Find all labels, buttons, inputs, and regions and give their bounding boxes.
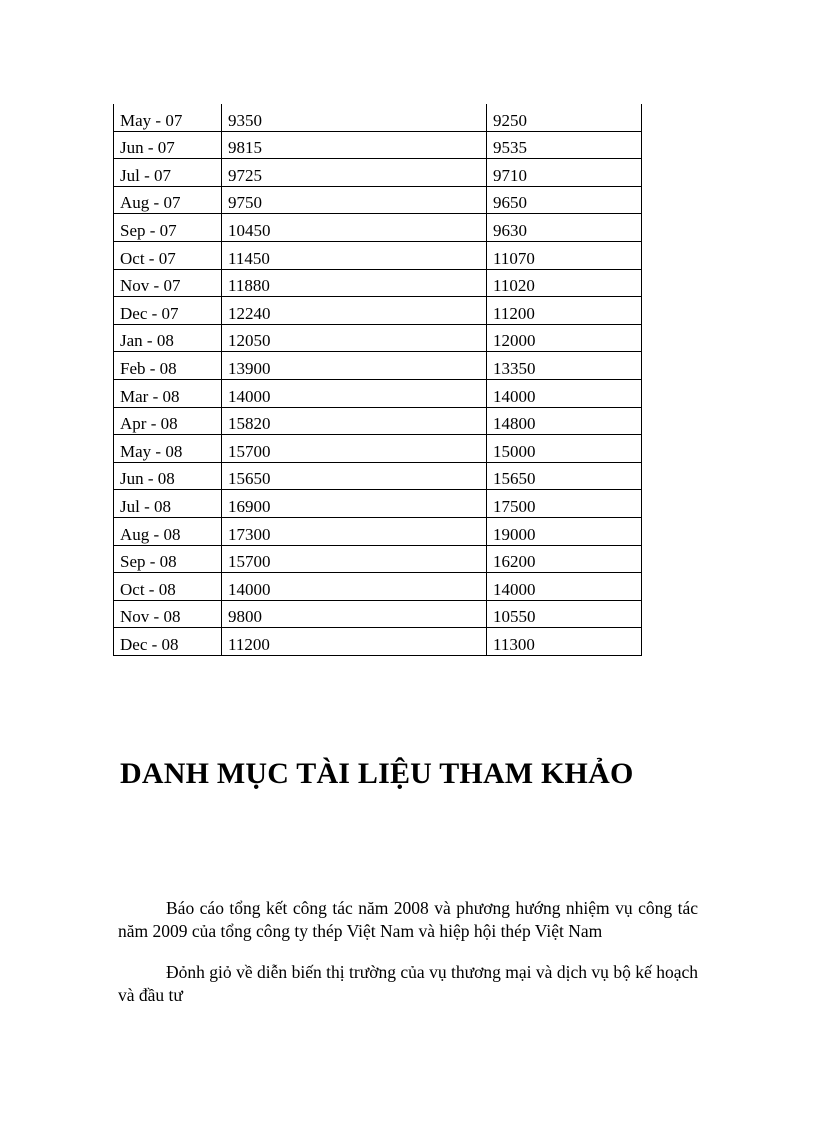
month-cell: Feb - 08	[114, 352, 222, 380]
value-cell-2: 11020	[487, 269, 642, 297]
table-row	[114, 628, 642, 656]
value-cell-2: 11200	[487, 297, 642, 325]
month-cell: Jul - 07	[114, 159, 222, 187]
month-cell: Jun - 07	[114, 131, 222, 159]
value-cell-1: 9750	[222, 186, 487, 214]
value-cell-2: 10550	[487, 600, 642, 628]
value-cell-1: 11450	[222, 241, 487, 269]
price-table-body	[114, 104, 642, 655]
table-row	[114, 324, 642, 352]
value-cell-1: 15700	[222, 435, 487, 463]
value-cell-1: 15650	[222, 462, 487, 490]
month-cell: Oct - 07	[114, 241, 222, 269]
value-cell-1: 16900	[222, 490, 487, 518]
month-cell: Aug - 07	[114, 186, 222, 214]
month-cell: Dec - 07	[114, 297, 222, 325]
table-row	[114, 297, 642, 325]
value-cell-1: 9725	[222, 159, 487, 187]
value-cell-2: 9630	[487, 214, 642, 242]
table-row	[114, 379, 642, 407]
month-cell: Oct - 08	[114, 573, 222, 601]
value-cell-1: 11200	[222, 628, 487, 656]
value-cell-2: 11300	[487, 628, 642, 656]
value-cell-2: 15000	[487, 435, 642, 463]
value-cell-2: 9650	[487, 186, 642, 214]
price-table	[113, 104, 642, 656]
value-cell-2: 15650	[487, 462, 642, 490]
value-cell-2: 9535	[487, 131, 642, 159]
references-heading: DANH MỤC TÀI LIỆU THAM KHẢO	[120, 757, 634, 790]
table-row	[114, 241, 642, 269]
table-row	[114, 269, 642, 297]
month-cell: Jan - 08	[114, 324, 222, 352]
table-row	[114, 573, 642, 601]
value-cell-1: 17300	[222, 517, 487, 545]
month-cell: Sep - 08	[114, 545, 222, 573]
value-cell-2: 12000	[487, 324, 642, 352]
month-cell: Dec - 08	[114, 628, 222, 656]
reference-item: Đỏnh giỏ về diễn biến thị trường của vụ thương mại và dịch vụ bộ kế hoạch và đầu tư	[118, 962, 698, 1005]
month-cell: Nov - 08	[114, 600, 222, 628]
value-cell-2: 11070	[487, 241, 642, 269]
value-cell-1: 9815	[222, 131, 487, 159]
value-cell-2: 14800	[487, 407, 642, 435]
value-cell-2: 9250	[487, 104, 642, 131]
table-row	[114, 435, 642, 463]
value-cell-2: 14000	[487, 573, 642, 601]
month-cell: Jun - 08	[114, 462, 222, 490]
value-cell-1: 14000	[222, 379, 487, 407]
value-cell-2: 14000	[487, 379, 642, 407]
month-cell: Sep - 07	[114, 214, 222, 242]
month-cell: May - 07	[114, 104, 222, 131]
value-cell-1: 13900	[222, 352, 487, 380]
table-row	[114, 545, 642, 573]
month-cell: Aug - 08	[114, 517, 222, 545]
month-cell: May - 08	[114, 435, 222, 463]
value-cell-1: 14000	[222, 573, 487, 601]
table-row	[114, 352, 642, 380]
table-row	[114, 517, 642, 545]
table-row	[114, 186, 642, 214]
table-row	[114, 600, 642, 628]
value-cell-2: 19000	[487, 517, 642, 545]
month-cell: Nov - 07	[114, 269, 222, 297]
table-row	[114, 462, 642, 490]
table-row	[114, 407, 642, 435]
value-cell-2: 17500	[487, 490, 642, 518]
value-cell-1: 12050	[222, 324, 487, 352]
value-cell-1: 10450	[222, 214, 487, 242]
value-cell-1: 9350	[222, 104, 487, 131]
reference-item: Báo cáo tổng kết công tác năm 2008 và phương hướng nhiệm vụ công tác năm 2009 của tổng công ty thép Việt Nam và hiệp hội thép Việt Nam	[118, 898, 698, 941]
value-cell-2: 16200	[487, 545, 642, 573]
month-cell: Jul - 08	[114, 490, 222, 518]
value-cell-1: 15700	[222, 545, 487, 573]
table-row	[114, 104, 642, 131]
value-cell-1: 15820	[222, 407, 487, 435]
value-cell-2: 9710	[487, 159, 642, 187]
month-cell: Mar - 08	[114, 379, 222, 407]
value-cell-1: 9800	[222, 600, 487, 628]
value-cell-1: 11880	[222, 269, 487, 297]
table-row	[114, 159, 642, 187]
value-cell-2: 13350	[487, 352, 642, 380]
table-row	[114, 490, 642, 518]
table-row	[114, 214, 642, 242]
value-cell-1: 12240	[222, 297, 487, 325]
table-row	[114, 131, 642, 159]
month-cell: Apr - 08	[114, 407, 222, 435]
